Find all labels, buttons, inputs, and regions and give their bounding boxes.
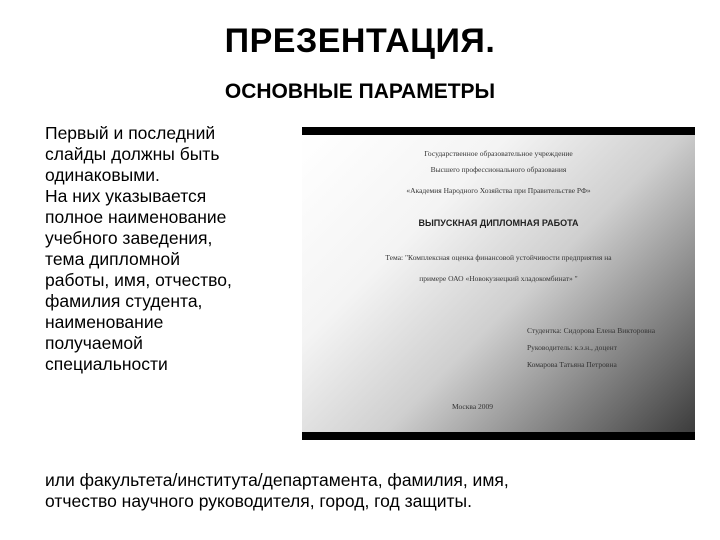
body-line: работы, имя, отчество,: [45, 270, 232, 290]
supervisor-name-line: Комарова Татьяна Петровна: [527, 360, 617, 369]
title-slide-example-content: [302, 135, 695, 432]
topic-line: Тема: "Комплексная оценка финансовой устойчивости предприятия на: [385, 253, 612, 262]
city-year-line: Москва 2009: [452, 402, 494, 411]
institution-line: «Академия Народного Хозяйства при Правительстве РФ»: [406, 186, 591, 195]
body-line: слайды должны быть: [45, 144, 220, 164]
body-line: специальности: [45, 354, 168, 374]
topic-line: примере ОАО «Новокузнецкий хладокомбинат» ": [419, 274, 578, 283]
slide-title: ПРЕЗЕНТАЦИЯ.: [224, 22, 496, 60]
body-line: получаемой: [45, 333, 143, 353]
body-line: На них указывается: [45, 186, 207, 206]
body-line: или факультета/института/департамента, фамилия, имя,: [45, 470, 509, 490]
title-slide-example-image: [302, 127, 695, 440]
body-line: тема дипломной: [45, 249, 180, 269]
institution-line: Высшего профессионального образования: [430, 165, 567, 174]
body-line: Первый и последний: [45, 123, 216, 143]
body-line: учебного заведения,: [45, 228, 213, 248]
body-line: полное наименование: [45, 207, 227, 227]
body-line: отчество научного руководителя, город, год защиты.: [45, 491, 472, 511]
body-line: одинаковыми.: [45, 165, 160, 185]
body-text-continued: [45, 470, 715, 512]
supervisor-line: Руководитель: к.э.н., доцент: [527, 343, 617, 352]
work-type-heading: ВЫПУСКНАЯ ДИПЛОМНАЯ РАБОТА: [418, 218, 579, 228]
institution-line: Государственное образовательное учреждение: [424, 149, 573, 158]
body-line: наименование: [45, 312, 164, 332]
body-text: [45, 123, 300, 375]
body-line: фамилия студента,: [45, 291, 203, 311]
student-line: Студентка: Сидорова Елена Викторовна: [527, 326, 656, 335]
slide-subtitle: ОСНОВНЫЕ ПАРАМЕТРЫ: [224, 80, 496, 103]
